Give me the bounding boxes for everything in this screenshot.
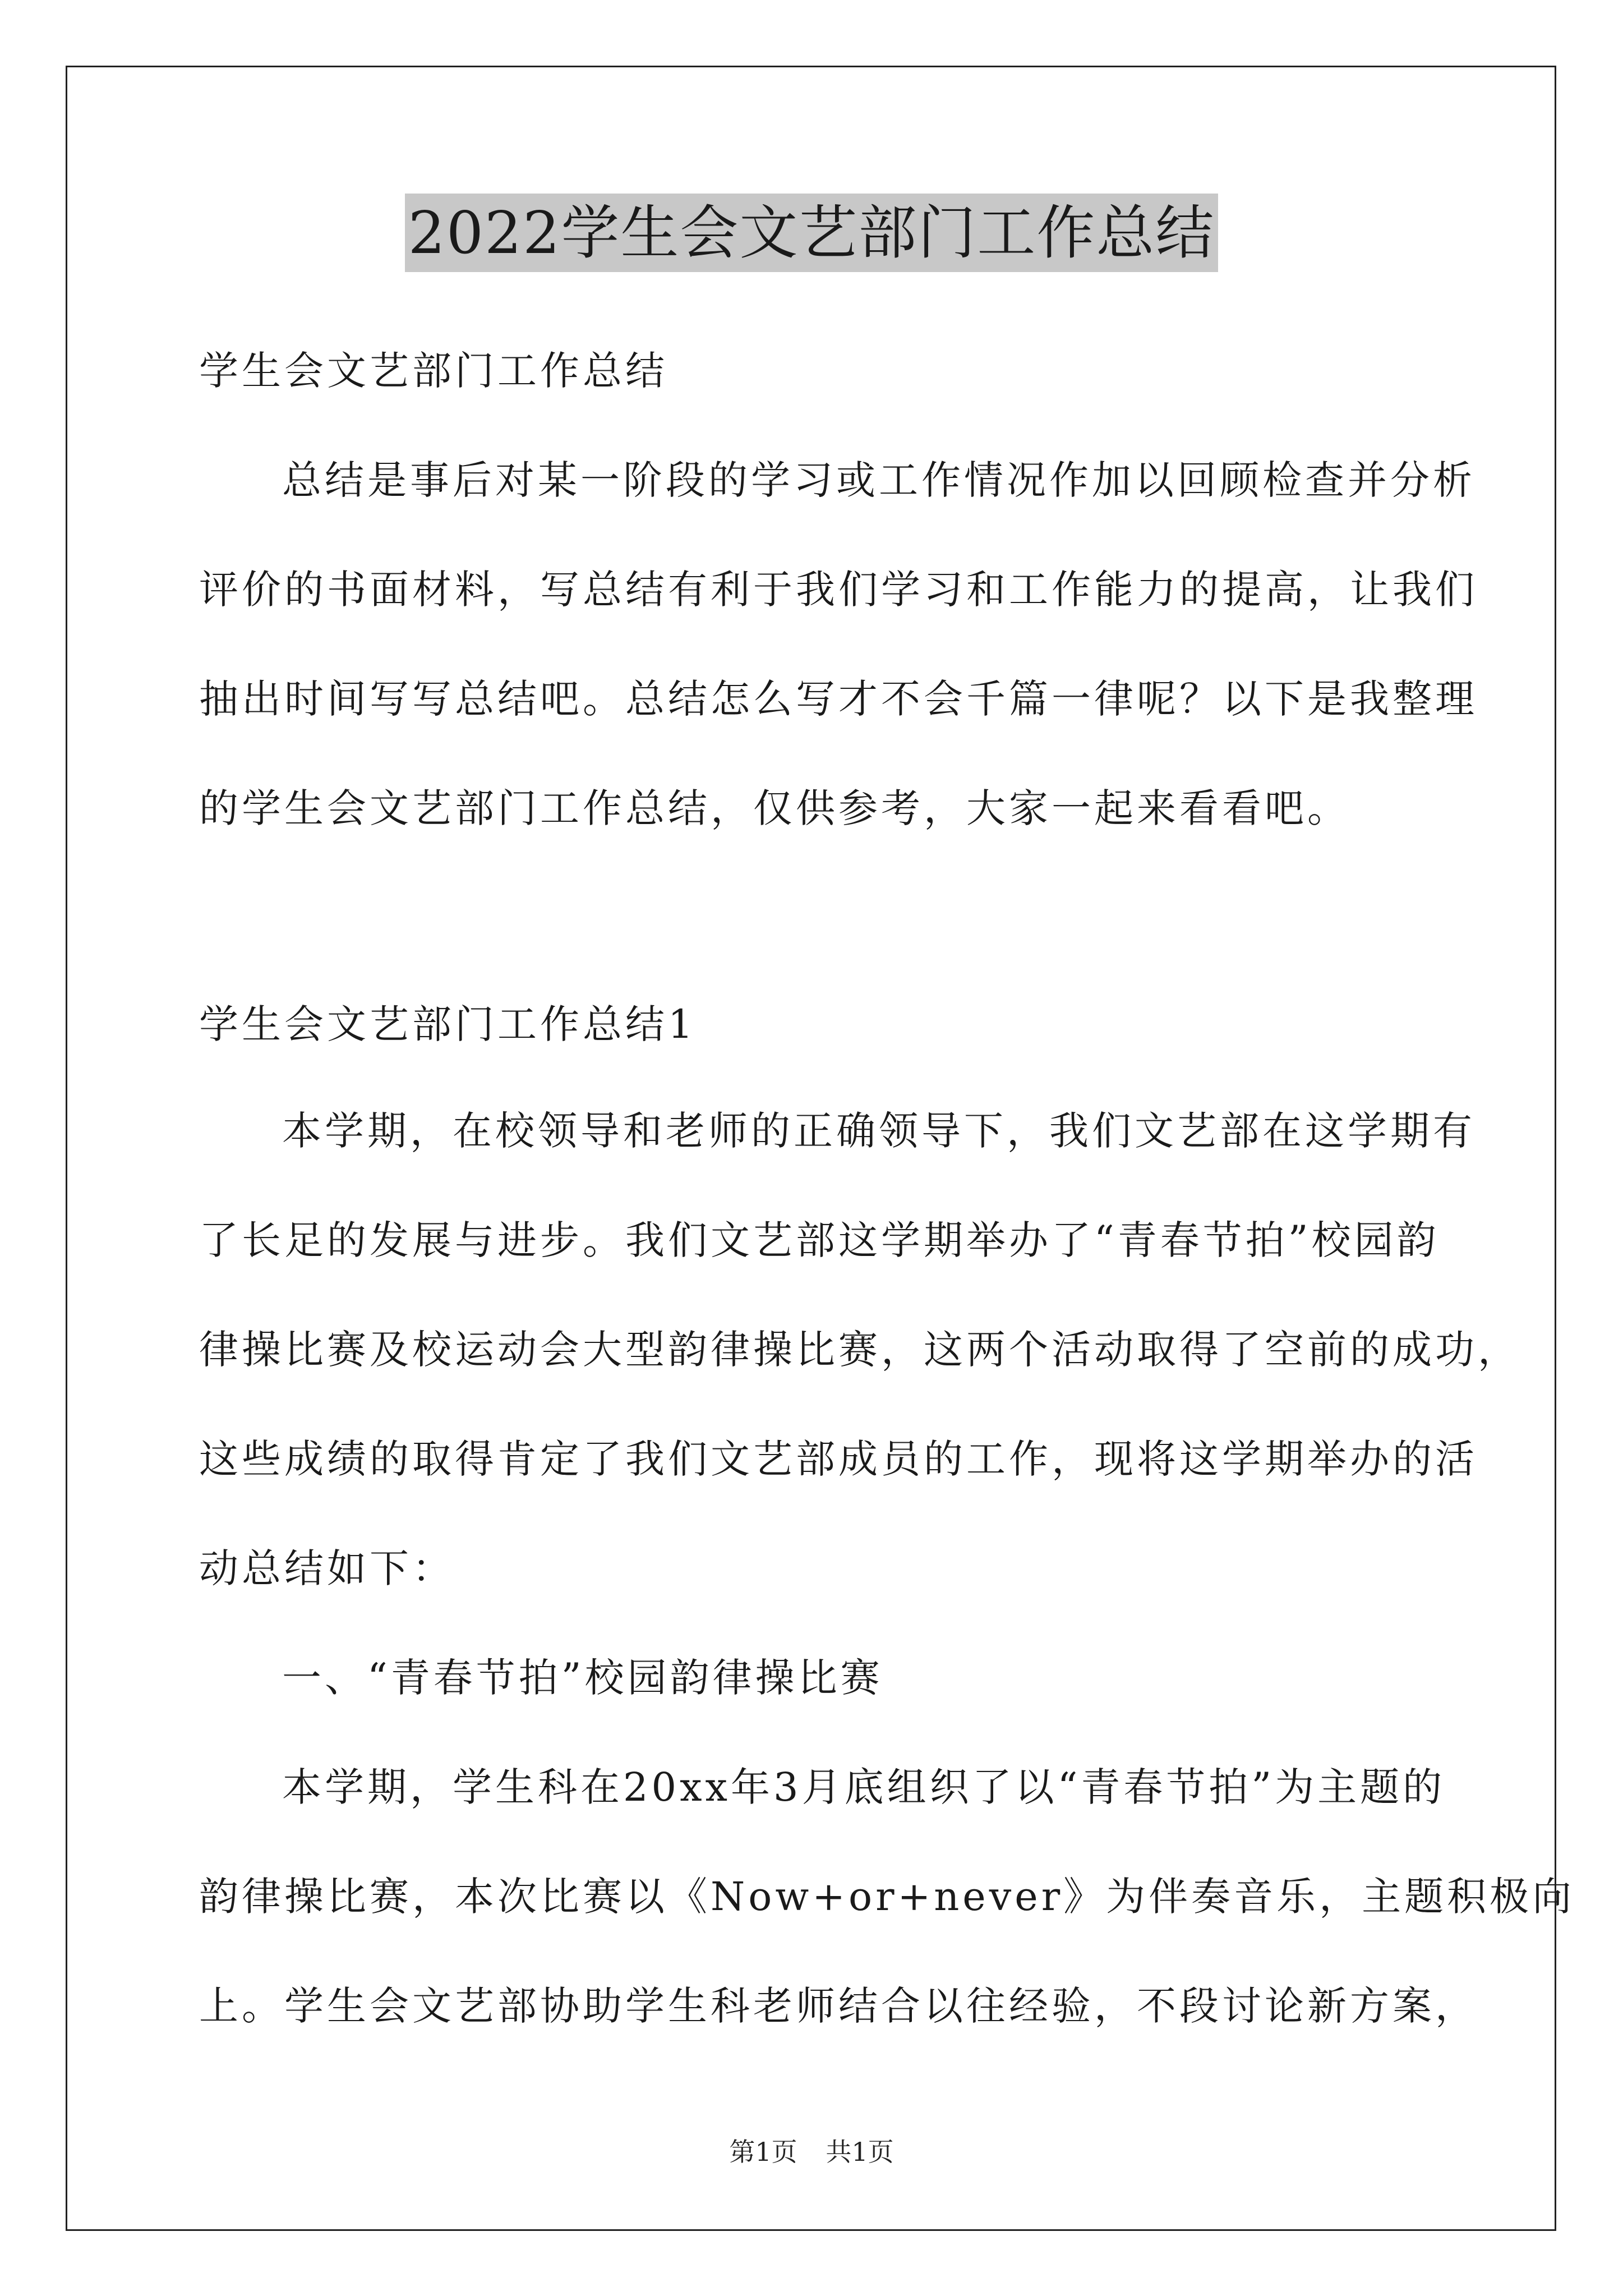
- paragraph-line: 上。学生会文艺部协助学生科老师结合以往经验，不段讨论新方案，: [199, 1983, 1478, 2029]
- paragraph-line: 律操比赛及校运动会大型韵律操比赛，这两个活动取得了空前的成功，: [199, 1327, 1520, 1373]
- subsection-heading: 一、“青春节拍”校园韵律操比赛: [282, 1655, 883, 1701]
- page-total: 共1页: [826, 2137, 894, 2167]
- paragraph-line: 动总结如下：: [199, 1545, 455, 1591]
- title-container: [0, 194, 1623, 272]
- paragraph-line: 抽出时间写写总结吧。总结怎么写才不会千篇一律呢？以下是我整理: [199, 676, 1478, 722]
- paragraph-line: 这些成绩的取得肯定了我们文艺部成员的工作，现将这学期举办的活: [199, 1436, 1478, 1482]
- paragraph-line: 总结是事后对某一阶段的学习或工作情况作加以回顾检查并分析: [282, 457, 1476, 503]
- paragraph-line: 的学生会文艺部门工作总结，仅供参考，大家一起来看看吧。: [199, 785, 1350, 831]
- document-title: 2022学生会文艺部门工作总结: [405, 194, 1219, 272]
- paragraph-line: 了长足的发展与进步。我们文艺部这学期举办了“青春节拍”校园韵: [199, 1217, 1440, 1263]
- paragraph-line: 本学期，在校领导和老师的正确领导下，我们文艺部在这学期有: [282, 1108, 1476, 1154]
- paragraph-line: 本学期，学生科在20xx年3月底组织了以“青春节拍”为主题的: [282, 1764, 1446, 1810]
- subtitle-line: 学生会文艺部门工作总结: [199, 348, 668, 394]
- page-footer: [0, 2132, 1623, 2169]
- paragraph-line: 韵律操比赛，本次比赛以《Now+or+never》为伴奏音乐，主题积极向: [199, 1874, 1575, 1920]
- section-heading: 学生会文艺部门工作总结1: [199, 1001, 697, 1047]
- page-number: 第1页: [729, 2137, 797, 2167]
- paragraph-line: 评价的书面材料，写总结有利于我们学习和工作能力的提高，让我们: [199, 567, 1478, 613]
